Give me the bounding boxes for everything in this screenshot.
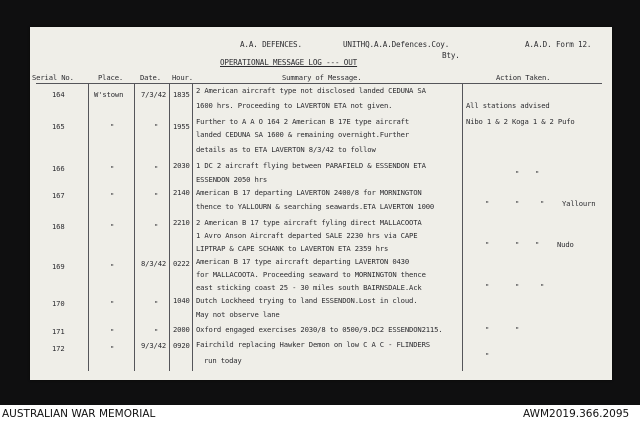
row-165-line-2: landed CEDUNA SA 1600 & remaining overnight.Further [196, 130, 410, 139]
row-171-date: " [154, 327, 159, 336]
form-number: A.A.D. Form 12. [525, 40, 592, 49]
action-ditto: " [485, 351, 490, 360]
action-ditto: " [540, 282, 545, 291]
divider-summary [462, 83, 463, 371]
row-168-serial: 168 [52, 222, 65, 231]
row-165-serial: 165 [52, 122, 65, 131]
row-166-place: " [110, 164, 115, 173]
row-169-line-3: east sticking coast 25 - 30 miles south BAIRNSDALE.Ack [196, 283, 422, 292]
row-170-line-1: Dutch Lockheed trying to land ESSENDON.Lost in cloud. [196, 296, 418, 305]
row-164-hour: 1835 [173, 90, 190, 99]
footer-institution: AUSTRALIAN WAR MEMORIAL [2, 408, 156, 420]
row-170-place: " [110, 299, 115, 308]
row-169-line-2: for MALLACOOTA. Proceeding seaward to MORNINGTON thence [196, 270, 426, 279]
bty-label: Bty. [442, 51, 460, 60]
action-ditto: " [485, 199, 490, 208]
row-165-place: " [110, 122, 115, 131]
header-rule [36, 83, 602, 84]
row-168-line-3: LIPTRAP & CAPE SCHANK to LAVERTON ETA 2359 hrs [196, 244, 389, 253]
row-166-line-1: 1 DC 2 aircraft flying between PARAFIELD & ESSENDON ETA [196, 161, 426, 170]
action-ditto: " [515, 199, 520, 208]
action-nudo: Nudo [557, 240, 574, 249]
row-170-hour: 1040 [173, 296, 190, 305]
row-171-place: " [110, 327, 115, 336]
row-167-hour: 2140 [173, 188, 190, 197]
row-169-line-1: American B 17 type aircraft departing LAVERTON 0430 [196, 257, 410, 266]
message-log-sheet [30, 27, 612, 380]
col-place: Place. [98, 73, 124, 82]
row-170-line-2: May not observe lane [196, 310, 280, 319]
row-172-line-1: Fairchild replacing Hawker Demon on low C A C - FLINDERS [196, 340, 430, 349]
col-hour: Hour. [172, 73, 193, 82]
row-165-line-1: Further to A A O 164 2 American B 17E type aircraft [196, 117, 410, 126]
action-ditto: " [485, 325, 490, 334]
row-164-date: 7/3/42 [141, 90, 167, 99]
row-167-line-1: American B 17 departing LAVERTON 2400/8 for MORNINGTON [196, 188, 422, 197]
row-166-date: " [154, 164, 159, 173]
divider-place [134, 83, 135, 371]
row-172-serial: 172 [52, 344, 65, 353]
row-172-date: 9/3/42 [141, 341, 167, 350]
footer-accession-number: AWM2019.366.2095 [523, 408, 630, 420]
row-171-line-1: Oxford engaged exercises 2030/8 to 0500/9.DC2 ESSENDON2115. [196, 325, 443, 334]
row-172-hour: 0920 [173, 341, 190, 350]
action-ditto: " [515, 240, 520, 249]
action-station-list: Nibo 1 & 2 Koga 1 & 2 Pufo [466, 117, 575, 126]
row-169-date: 8/3/42 [141, 259, 167, 268]
row-171-serial: 171 [52, 327, 65, 336]
action-ditto: " [515, 325, 520, 334]
row-164-line-2: 1600 hrs. Proceeding to LAVERTON ETA not given. [196, 101, 393, 110]
col-action: Action Taken. [496, 73, 551, 82]
col-date: Date. [140, 73, 161, 82]
action-ditto: " [485, 240, 490, 249]
row-164-serial: 164 [52, 90, 65, 99]
action-ditto: " [515, 169, 520, 178]
row-168-date: " [154, 222, 159, 231]
row-168-line-1: 2 American B 17 type aircraft fyling direct MALLACOOTA [196, 218, 422, 227]
row-170-date: " [154, 299, 159, 308]
row-168-line-2: 1 Avro Anson Aircraft departed SALE 2230 hrs via CAPE [196, 231, 418, 240]
col-summary: Summary of Message. [282, 73, 362, 82]
row-166-line-2: ESSENDON 2050 hrs [196, 175, 268, 184]
col-serial: Serial No. [32, 73, 74, 82]
row-168-place: " [110, 222, 115, 231]
row-165-date: " [154, 122, 159, 131]
row-172-line-2: run today [204, 356, 242, 365]
divider-serial [88, 83, 89, 371]
action-ditto: " [515, 282, 520, 291]
action-yallourn: Yallourn [562, 199, 596, 208]
row-164-place: W'stown [94, 90, 124, 99]
unit-label: UNITHQ.A.A.Defences.Coy. [343, 40, 450, 49]
action-ditto: " [535, 169, 540, 178]
row-171-hour: 2000 [173, 325, 190, 334]
row-165-line-3: details as to ETA LAVERTON 8/3/42 to follow [196, 145, 376, 154]
row-172-place: " [110, 344, 115, 353]
row-167-place: " [110, 191, 115, 200]
row-167-line-2: thence to YALLOURN & searching seawards.ETA LAVERTON 1000 [196, 202, 435, 211]
action-ditto: " [540, 199, 545, 208]
row-169-serial: 169 [52, 262, 65, 271]
row-170-serial: 170 [52, 299, 65, 308]
row-167-date: " [154, 191, 159, 200]
row-167-serial: 167 [52, 191, 65, 200]
row-164-line-1: 2 American aircraft type not disclosed landed CEDUNA SA [196, 86, 426, 95]
divider-hour [192, 83, 193, 371]
row-165-hour: 1955 [173, 122, 190, 131]
row-169-place: " [110, 262, 115, 271]
row-166-hour: 2030 [173, 161, 190, 170]
action-ditto: " [535, 240, 540, 249]
row-166-serial: 166 [52, 164, 65, 173]
log-title: OPERATIONAL MESSAGE LOG --- OUT [220, 58, 358, 67]
row-168-hour: 2210 [173, 218, 190, 227]
row-169-hour: 0222 [173, 259, 190, 268]
action-ditto: " [485, 282, 490, 291]
sheet-title: A.A. DEFENCES. [240, 40, 302, 49]
divider-date [169, 83, 170, 371]
action-all-stations: All stations advised [466, 101, 550, 110]
